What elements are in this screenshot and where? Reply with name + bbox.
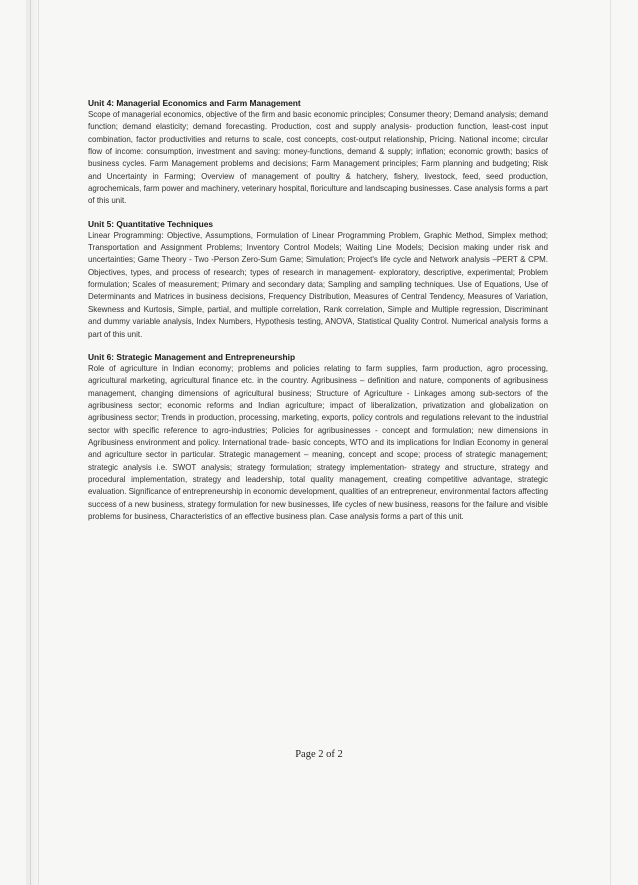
unit-5-body: Linear Programming: Objective, Assumptions, Formulation of Linear Programming Problem, Graphic Method, Simplex method; Transportation and Assignment Problems; Inventory Control Models; Waiting Line Models; Decision making under risk and uncertainties; Game Theory - Two -Person Zero-Sum Game; Simulation; Project's life cycle and Network analysis –PERT & CPM. Objectives, types, and process of research; types of research in management- exploratory, descriptive, experimental; Problem formulation; Scales of measurement; Primary and secondary data; Sampling and sampling techniques. Use of Equations, Use of Determinants and Matrices in business decisions, Frequency Distribution, Measures of Central Tendency, Measures of Variation, Skewness and Kurtosis, Simple, partial, and multiple correlation, Rank correlation, Simple and Multiple regression, Discriminant and dummy variable analysis, Index Numbers, Hypothesis testing, ANOVA, Statistical Quality Control. Numerical analysis forms a part of this unit. bbox=[88, 230, 548, 339]
unit-5-title: Unit 5: Quantitative Techniques bbox=[88, 218, 214, 229]
page-number: Page 2 of 2 bbox=[295, 749, 343, 760]
unit-6-body: Role of agriculture in Indian economy; problems and policies relating to farm supplies, farm production, agro processing, agricultural marketing, agricultural finance etc. in the country. Agribusiness – definition and nature, components of agribusiness management, changing dimensions of agricultural business; Structure of Agriculture - Linkages among sub-sectors of the agribusiness sector; economic reforms and Indian agriculture; impact of liberalization, privatization and globalization on agribusiness sector; Trends in production, processing, marketing, exports, policy controls and regulations relevant to the industrial sector with specific reference to agro-industries; Policies for agribusinesses - concept and formulation; new dimensions in Agribusiness environment and policy. International trade- basic concepts, WTO and its implications for Indian Economy in general and agriculture sector in particular. Strategic management – meaning, concept and scope; process of strategic management; strategic analysis i.e. SWOT analysis; strategy formulation; strategy implementation- strategy and structure, strategy and procedural implementation, strategy and leadership, total quality management, creating competitive advantage, strategic evaluation. Significance of entrepreneurship in economic development, qualities of an entrepreneur, environmental factors affecting success of a new business, strategy formulation for new businesses, life cycles of new business, reasons for the failure and visible problems for business, Characteristics of an effective business plan. Case analysis forms a part of this unit. bbox=[88, 363, 548, 521]
unit-6-section bbox=[88, 351, 548, 523]
unit-4-section bbox=[88, 97, 548, 208]
unit-4-body: Scope of managerial economics, objective of the firm and basic economic principles; Consumer theory; Demand analysis; demand function; demand elasticity; demand forecasting. Production, cost and supply analysis- production function, least-cost input combination, factor productivities and returns to scale, cost concepts, cost-output relationship, Pricing. National income; circular flow of income: consumption, investment and saving: money-functions, demand & supply; inflation; economic growth; basics of business cycles. Farm Management problems and decisions; Farm Management principles; Farm planning and budgeting; Risk and Uncertainty in Farming; Overview of management of poultry & hatchery, fishery, livestock, feed, seed production, agrochemicals, farm power and machinery, veterinary hospital, floriculture and landscaping businesses. Case analysis forms a part of this unit. bbox=[88, 110, 548, 206]
unit-6-title: Unit 6: Strategic Management and Entrepreneurship bbox=[88, 351, 296, 362]
unit-5-section bbox=[88, 218, 548, 341]
document-page bbox=[88, 97, 548, 533]
unit-4-title: Unit 4: Managerial Economics and Farm Management bbox=[88, 98, 301, 108]
